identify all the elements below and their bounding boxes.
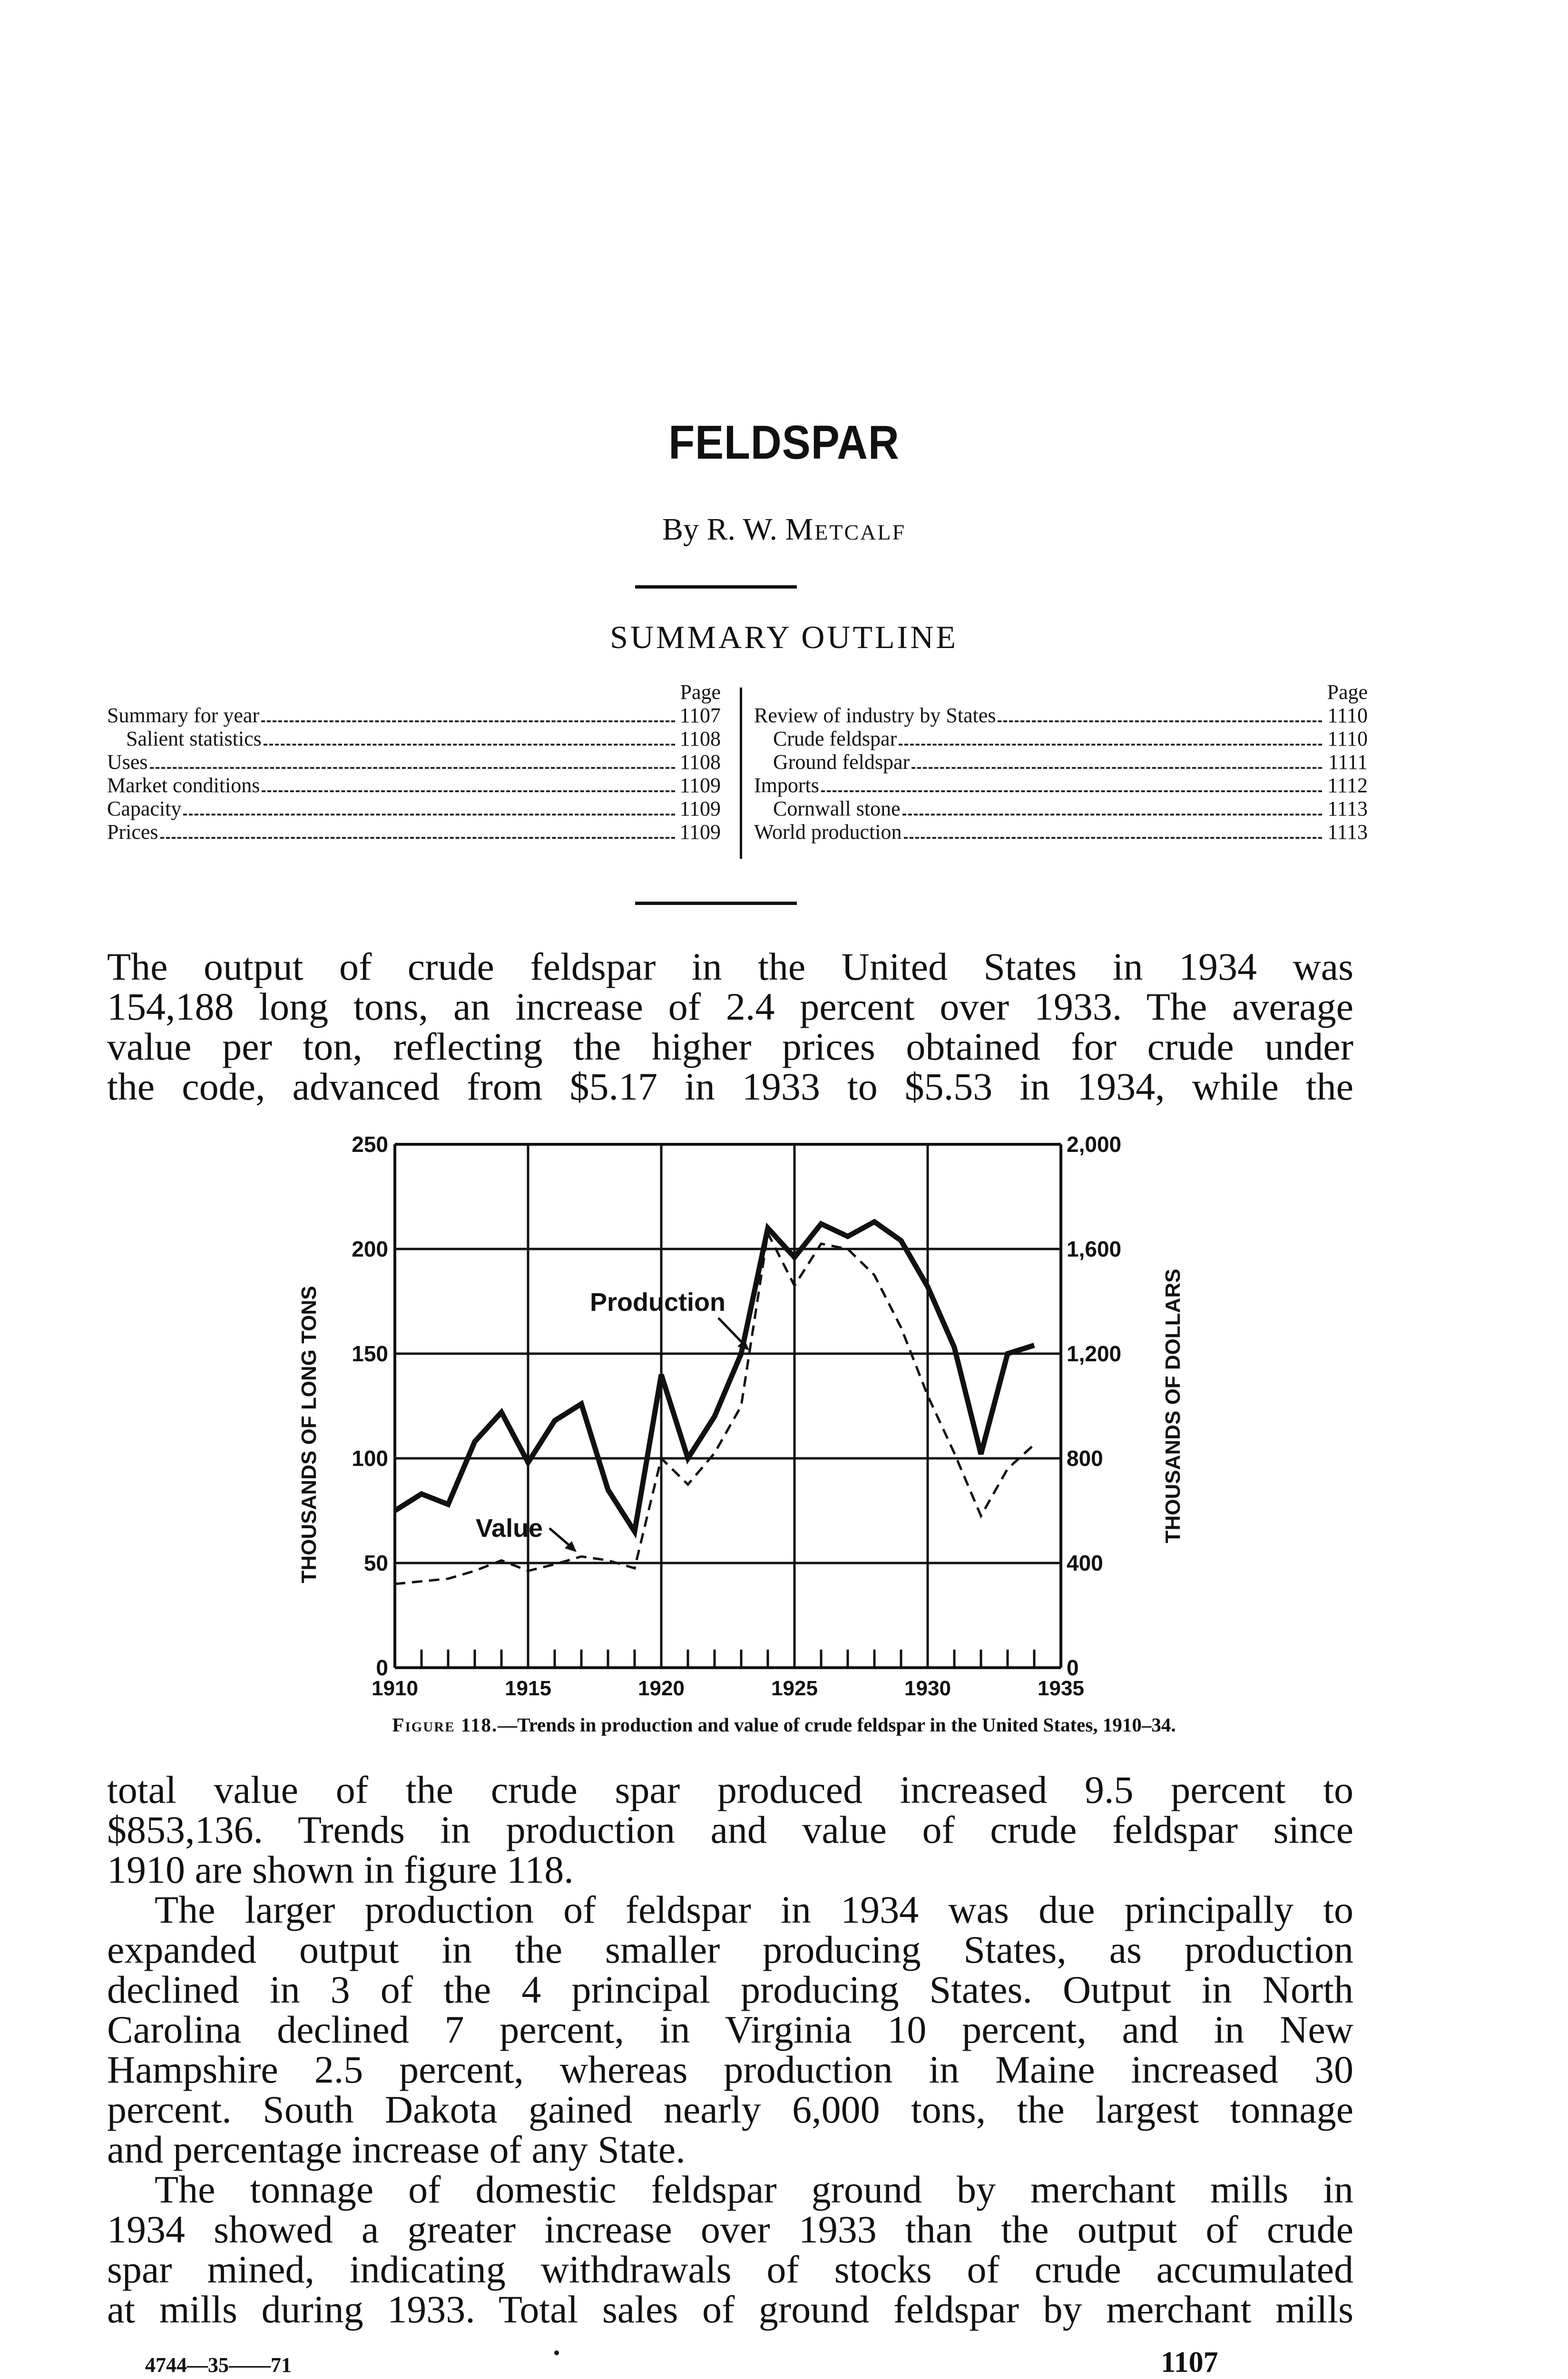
figure-caption — [0, 1715, 1568, 1735]
toc-leader-dots — [904, 837, 1322, 839]
toc-entry — [107, 820, 721, 844]
text-line: Hampshire 2.5 percent, whereas production in Maine increased 30 — [107, 2048, 1353, 2091]
toc-entry-label: Salient statistics — [126, 727, 262, 750]
toc-entry-page: 1108 — [679, 750, 721, 774]
toc-entry-label: Imports — [754, 774, 819, 797]
toc-leader-dots — [183, 814, 675, 816]
toc-left — [107, 680, 721, 844]
right-tick-label: 1,200 — [1067, 1341, 1122, 1366]
toc-entry — [107, 750, 721, 774]
text-line: value per ton, reflecting the higher prices obtained for crude under — [107, 1025, 1353, 1068]
left-tick-label: 0 — [376, 1655, 388, 1680]
toc-entry-page: 1110 — [1327, 704, 1368, 727]
author-name: Metcalf — [785, 512, 906, 547]
toc-entry-label: Uses — [107, 750, 148, 774]
y-axis-title-left: THOUSANDS OF LONG TONS — [297, 1286, 321, 1583]
text-line: The larger production of feldspar in 1934 was due principally to — [155, 1888, 1353, 1931]
toc-entry-label: Prices — [107, 820, 158, 844]
toc-entry-page: 1111 — [1328, 750, 1368, 774]
byline — [0, 514, 1568, 545]
toc-entry — [107, 774, 721, 797]
toc-entry-page: 1112 — [1327, 774, 1368, 797]
figure-label: Figure 118. — [392, 1714, 498, 1736]
left-tick-label: 50 — [363, 1551, 388, 1575]
text-line: total value of the crude spar produced increased 9.5 percent to — [107, 1768, 1353, 1811]
toc-entry-label: Crude feldspar — [773, 727, 897, 750]
toc-entry-page: 1110 — [1327, 727, 1368, 750]
toc-right-page-label: Page — [1327, 680, 1368, 704]
toc-entry-label: Review of industry by States — [754, 704, 996, 727]
text-line: percent. South Dakota gained nearly 6,000 tons, the largest tonnage — [107, 2088, 1353, 2131]
annotation-value: Value — [476, 1514, 543, 1543]
toc-entry — [754, 820, 1368, 844]
toc-leader-dots — [998, 720, 1322, 722]
title-rule — [635, 585, 797, 589]
toc-entry — [754, 750, 1368, 774]
right-tick-label: 800 — [1067, 1446, 1103, 1471]
toc-entry-page: 1108 — [679, 727, 721, 750]
text-line: declined in 3 of the 4 principal producing States. Output in North — [107, 1968, 1353, 2011]
footer-dot — [554, 2350, 559, 2355]
series-line-production — [395, 1222, 1034, 1532]
text-line: spar mined, indicating withdrawals of stocks of crude accumulated — [107, 2248, 1353, 2291]
left-tick-label: 200 — [352, 1237, 388, 1261]
x-tick-label: 1935 — [1038, 1677, 1084, 1700]
toc-leader-dots — [911, 767, 1322, 769]
byline-prefix: By R. W. — [662, 512, 785, 547]
toc-entry — [754, 774, 1368, 797]
text-line: 154,188 long tons, an increase of 2.4 percent over 1933. The average — [107, 985, 1353, 1028]
toc-leader-dots — [160, 837, 675, 839]
x-tick-label: 1920 — [638, 1677, 685, 1700]
x-tick-label: 1930 — [904, 1677, 951, 1700]
text-line: expanded output in the smaller producing States, as production — [107, 1928, 1353, 1971]
toc-entry-label: Ground feldspar — [773, 750, 910, 774]
page-number: 1107 — [1161, 2346, 1218, 2379]
page-title: FELDSPAR — [668, 416, 900, 469]
toc-entry-label: Market conditions — [107, 774, 260, 797]
text-line: at mills during 1933. Total sales of ground feldspar by merchant mills — [107, 2288, 1353, 2331]
text-line: and percentage increase of any State. — [107, 2128, 686, 2171]
text-line: Carolina declined 7 percent, in Virginia 10 percent, and in New — [107, 2008, 1353, 2051]
right-tick-label: 0 — [1067, 1655, 1079, 1680]
text-line: The tonnage of domestic feldspar ground by merchant mills in — [155, 2168, 1353, 2211]
toc-entry-page: 1113 — [1327, 820, 1368, 844]
left-tick-label: 150 — [352, 1341, 388, 1366]
annotation-production: Production — [590, 1288, 725, 1317]
paragraph-body — [107, 1770, 1353, 2330]
toc-leader-dots — [261, 720, 675, 722]
toc-right — [754, 680, 1368, 844]
x-tick-label: 1915 — [505, 1677, 551, 1700]
toc-left-page-label: Page — [680, 680, 721, 704]
toc-leader-dots — [902, 814, 1322, 816]
toc-entry-label: Cornwall stone — [773, 797, 901, 820]
toc-entry-label: Summary for year — [107, 704, 260, 727]
production-value-chart — [276, 1123, 1199, 1708]
left-tick-label: 250 — [352, 1132, 388, 1157]
right-tick-label: 400 — [1067, 1551, 1103, 1575]
toc-entry-label: World production — [754, 820, 902, 844]
left-tick-label: 100 — [352, 1446, 388, 1471]
toc-entry-page: 1107 — [679, 704, 721, 727]
paragraph-intro — [107, 947, 1353, 1107]
toc-entry-page: 1109 — [679, 774, 721, 797]
toc-entry-page: 1113 — [1327, 797, 1368, 820]
print-code: 4744—35——71 — [145, 2353, 292, 2377]
toc-entry — [754, 797, 1368, 820]
toc-leader-dots — [899, 744, 1322, 746]
toc-entry-page: 1109 — [679, 820, 721, 844]
text-line: The output of crude feldspar in the United States in 1934 was — [107, 945, 1353, 988]
right-tick-label: 2,000 — [1067, 1132, 1122, 1157]
toc-entry — [754, 727, 1368, 750]
toc-leader-dots — [150, 767, 675, 769]
toc-entry — [754, 704, 1368, 727]
toc-leader-dots — [821, 790, 1322, 792]
toc-entry-page: 1109 — [679, 797, 721, 820]
summary-outline-title: SUMMARY OUTLINE — [610, 619, 958, 655]
text-line: the code, advanced from $5.17 in 1933 to $5.53 in 1934, while the — [107, 1065, 1353, 1108]
toc-leader-dots — [264, 744, 675, 746]
x-tick-label: 1925 — [771, 1677, 818, 1700]
y-axis-title-right: THOUSANDS OF DOLLARS — [1161, 1268, 1185, 1543]
toc-entry — [107, 727, 721, 750]
text-line: 1910 are shown in figure 118. — [107, 1848, 574, 1891]
toc-entry — [107, 704, 721, 727]
x-tick-label: 1910 — [372, 1677, 418, 1700]
outline-rule — [635, 902, 797, 905]
figure-caption-text: —Trends in production and value of crude feldspar in the United States, 1910–34. — [498, 1714, 1176, 1736]
right-tick-label: 1,600 — [1067, 1237, 1122, 1261]
text-line: 1934 showed a greater increase over 1933 than the output of crude — [107, 2208, 1353, 2251]
text-line: $853,136. Trends in production and value of crude feldspar since — [107, 1808, 1353, 1851]
toc-leader-dots — [262, 790, 675, 792]
toc-entry-label: Capacity — [107, 797, 182, 820]
toc-divider — [740, 688, 742, 859]
toc-entry — [107, 797, 721, 820]
